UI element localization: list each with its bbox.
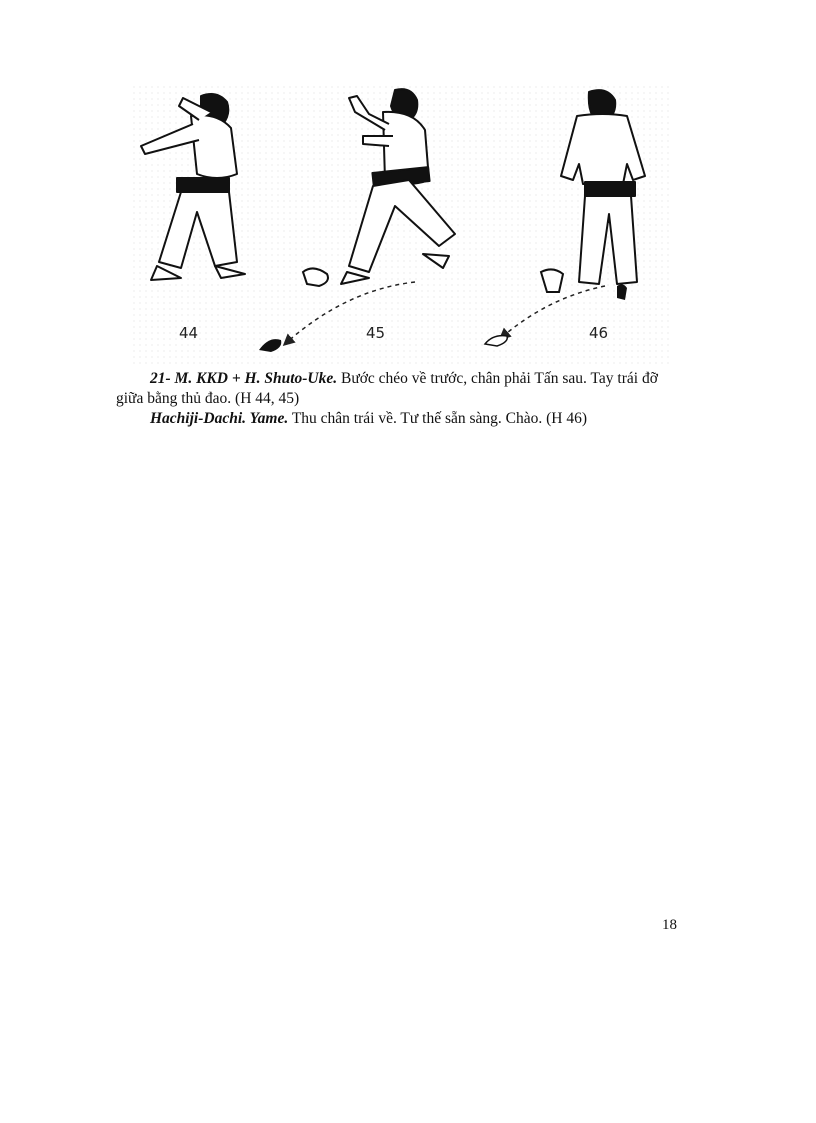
figure-label-46: 46 xyxy=(589,324,609,342)
paragraph-2-text: Thu chân trái về. Tư thế sẵn sàng. Chào. (H 46) xyxy=(288,410,588,427)
arm-mid-45 xyxy=(363,136,393,146)
paragraph-2 xyxy=(116,409,686,429)
karate-illustration xyxy=(133,86,669,366)
figure-label-44: 44 xyxy=(179,324,199,342)
footprint-45-outline xyxy=(303,268,328,286)
paragraph-1-lead: 21- M. KKD + H. Shuto-Uke. xyxy=(150,370,338,387)
belt-44 xyxy=(177,178,229,192)
page-number: 18 xyxy=(662,917,677,933)
paragraph-1-text: Bước chéo về trước, chân phải Tấn sau. Tay trái đỡ giữa bằng thủ đao. (H 44, 45) xyxy=(116,370,658,407)
instruction-text xyxy=(116,369,686,429)
paragraph-2-lead: Hachiji-Dachi. Yame. xyxy=(150,410,289,427)
figure-label-45: 45 xyxy=(366,324,386,342)
illustration-svg xyxy=(133,86,669,366)
paragraph-1 xyxy=(116,369,686,409)
